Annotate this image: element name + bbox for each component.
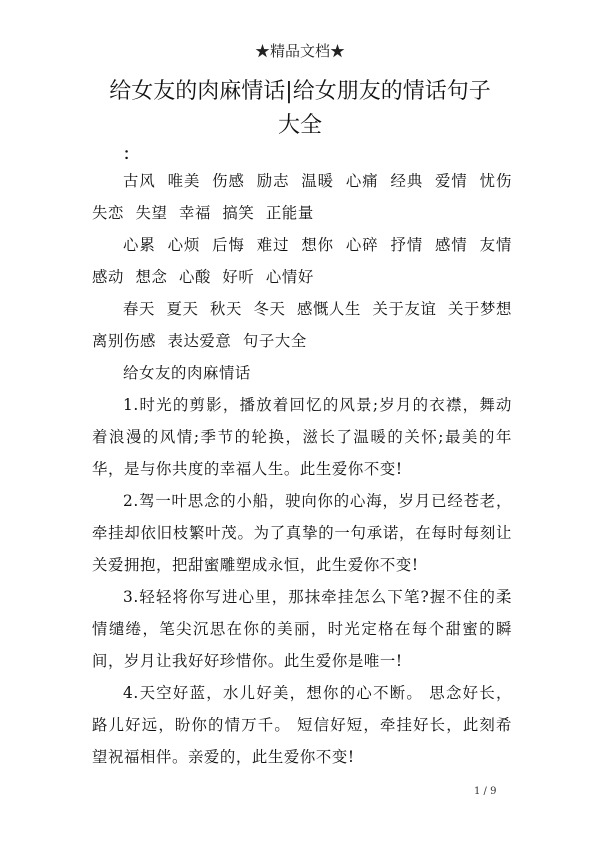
intro-colon: ： [123,145,139,163]
page-indicator: 1 / 9 [474,786,497,797]
tag-paragraph-3: 春天 夏天 秋天 冬天 感慨人生 关于友谊 关于梦想 离别伤感 表达爱意 句子大全 [92,300,512,350]
document-body [92,143,512,773]
list-item-1: 1.时光的剪影，播放着回忆的风景;岁月的衣襟，舞动着浪漫的风情;季节的轮换，滋长了温暖的关怀;最美的年华，是与你共度的幸福人生。此生爱你不变! [92,396,512,478]
list-item-4: 4.天空好蓝，水儿好美，想你的心不断。 思念好长，路儿好远，盼你的情万千。 短信好短，牵挂好长，此刻希望祝福相伴。亲爱的，此生爱你不变! [92,684,512,766]
list-item-2: 2.驾一叶思念的小船，驶向你的心海，岁月已经苍老，牵挂却依旧枝繁叶茂。为了真挚的一句承诺，在每时每刻让关爱拥抱，把甜蜜雕塑成永恒，此生爱你不变! [92,492,512,574]
document-title: 给女友的肉麻情话|给女朋友的情话句子大全 [109,79,491,138]
section-heading: 给女友的肉麻情话 [123,364,251,382]
document-header-badge: ★精品文档★ [254,42,345,60]
list-item-3: 3.轻轻将你写进心里，那抹牵挂怎么下笔?握不住的柔情缱绻，笔尖沉思在你的美丽，时光定格在每个甜蜜的瞬间，岁月让我好好珍惜你。此生爱你是唯一! [92,588,512,670]
tag-paragraph-2: 心累 心烦 后悔 难过 想你 心碎 抒情 感情 友情 感动 想念 心酸 好听 心情好 [92,236,512,286]
tag-paragraph-1: 古风 唯美 伤感 励志 温暖 心痛 经典 爱情 忧伤 失恋 失望 幸福 搞笑 正能量 [92,172,512,222]
